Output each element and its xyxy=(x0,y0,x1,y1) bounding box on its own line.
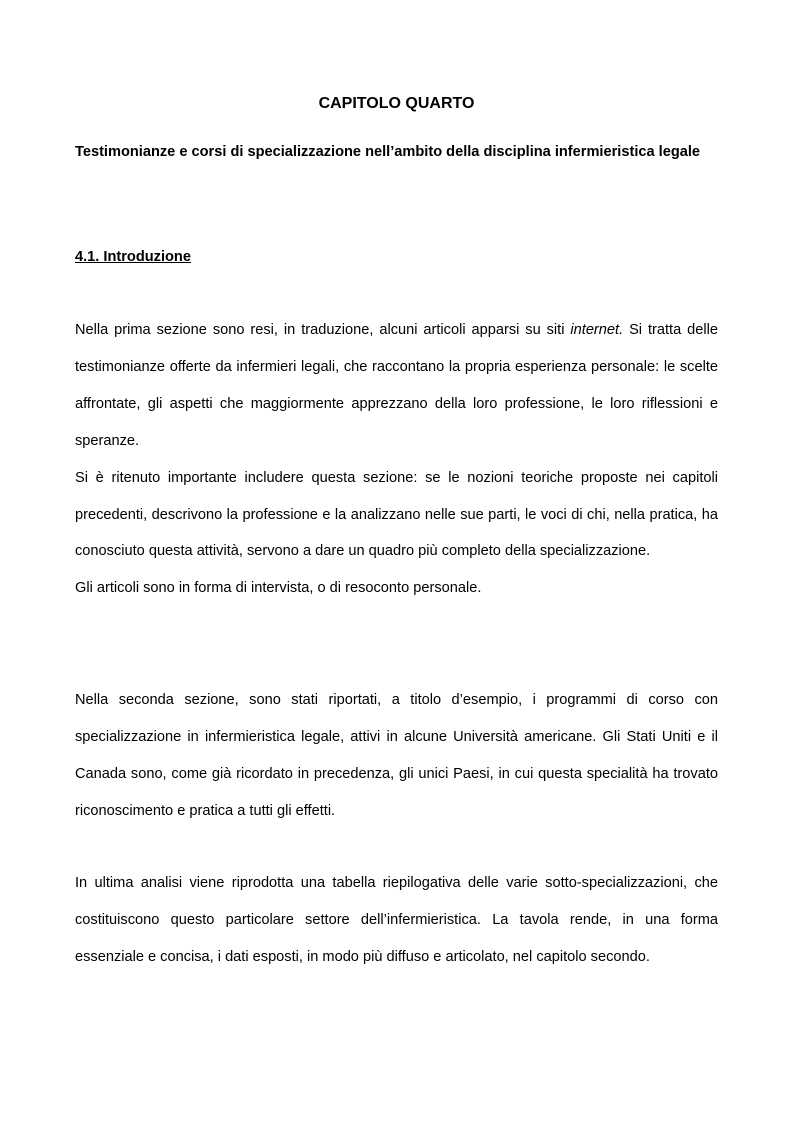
paragraph-text: Si tratta delle testimonianze offerte da infermieri legali, che raccontano la propria esperienza personale: le scelte affrontate, gli aspetti che maggiormente apprezzano della loro professione, le loro riflessioni e speranze. xyxy=(75,322,718,449)
italic-term: internet. xyxy=(570,322,624,338)
paragraph-text: Nella prima sezione sono resi, in traduzione, alcuni articoli apparsi su siti xyxy=(75,322,571,338)
section-heading: 4.1. Introduzione xyxy=(75,249,191,265)
paragraph-second-section: Nella seconda sezione, sono stati riportati, a titolo d’esempio, i programmi di corso con specializzazione in infermieristica legale, attivi in alcune Università americane. Gli Stati Uniti e il Canada sono, come già ricordato in precedenza, gli unici Paesi, in cui questa specialità ha trovato riconoscimento e pratica a tutti gli effetti. xyxy=(75,692,718,819)
paragraph-final-analysis: In ultima analisi viene riprodotta una tabella riepilogativa delle varie sotto-specializzazioni, che costituiscono questo particolare settore dell’infermieristica. La tavola rende, in una forma essenziale e concisa, i dati esposti, in modo più diffuso e articolato, nel capitolo secondo. xyxy=(75,875,718,965)
chapter-title: CAPITOLO QUARTO xyxy=(318,95,475,112)
paragraph-importance: Si è ritenuto importante includere questa sezione: se le nozioni teoriche proposte nei capitoli precedenti, descrivono la professione e la analizzano nelle sue parti, le voci di chi, nella pratica, ha conosciuto questa attività, servono a dare un quadro più completo della specializzazione. xyxy=(75,469,718,560)
paragraph-first-section xyxy=(75,312,718,460)
chapter-subtitle: Testimonianze e corsi di specializzazione nell’ambito della disciplina infermieristica legale xyxy=(75,144,701,160)
paragraph-articles-form: Gli articoli sono in forma di intervista, o di resoconto personale. xyxy=(75,580,482,597)
intro-paragraph-group xyxy=(75,312,718,607)
